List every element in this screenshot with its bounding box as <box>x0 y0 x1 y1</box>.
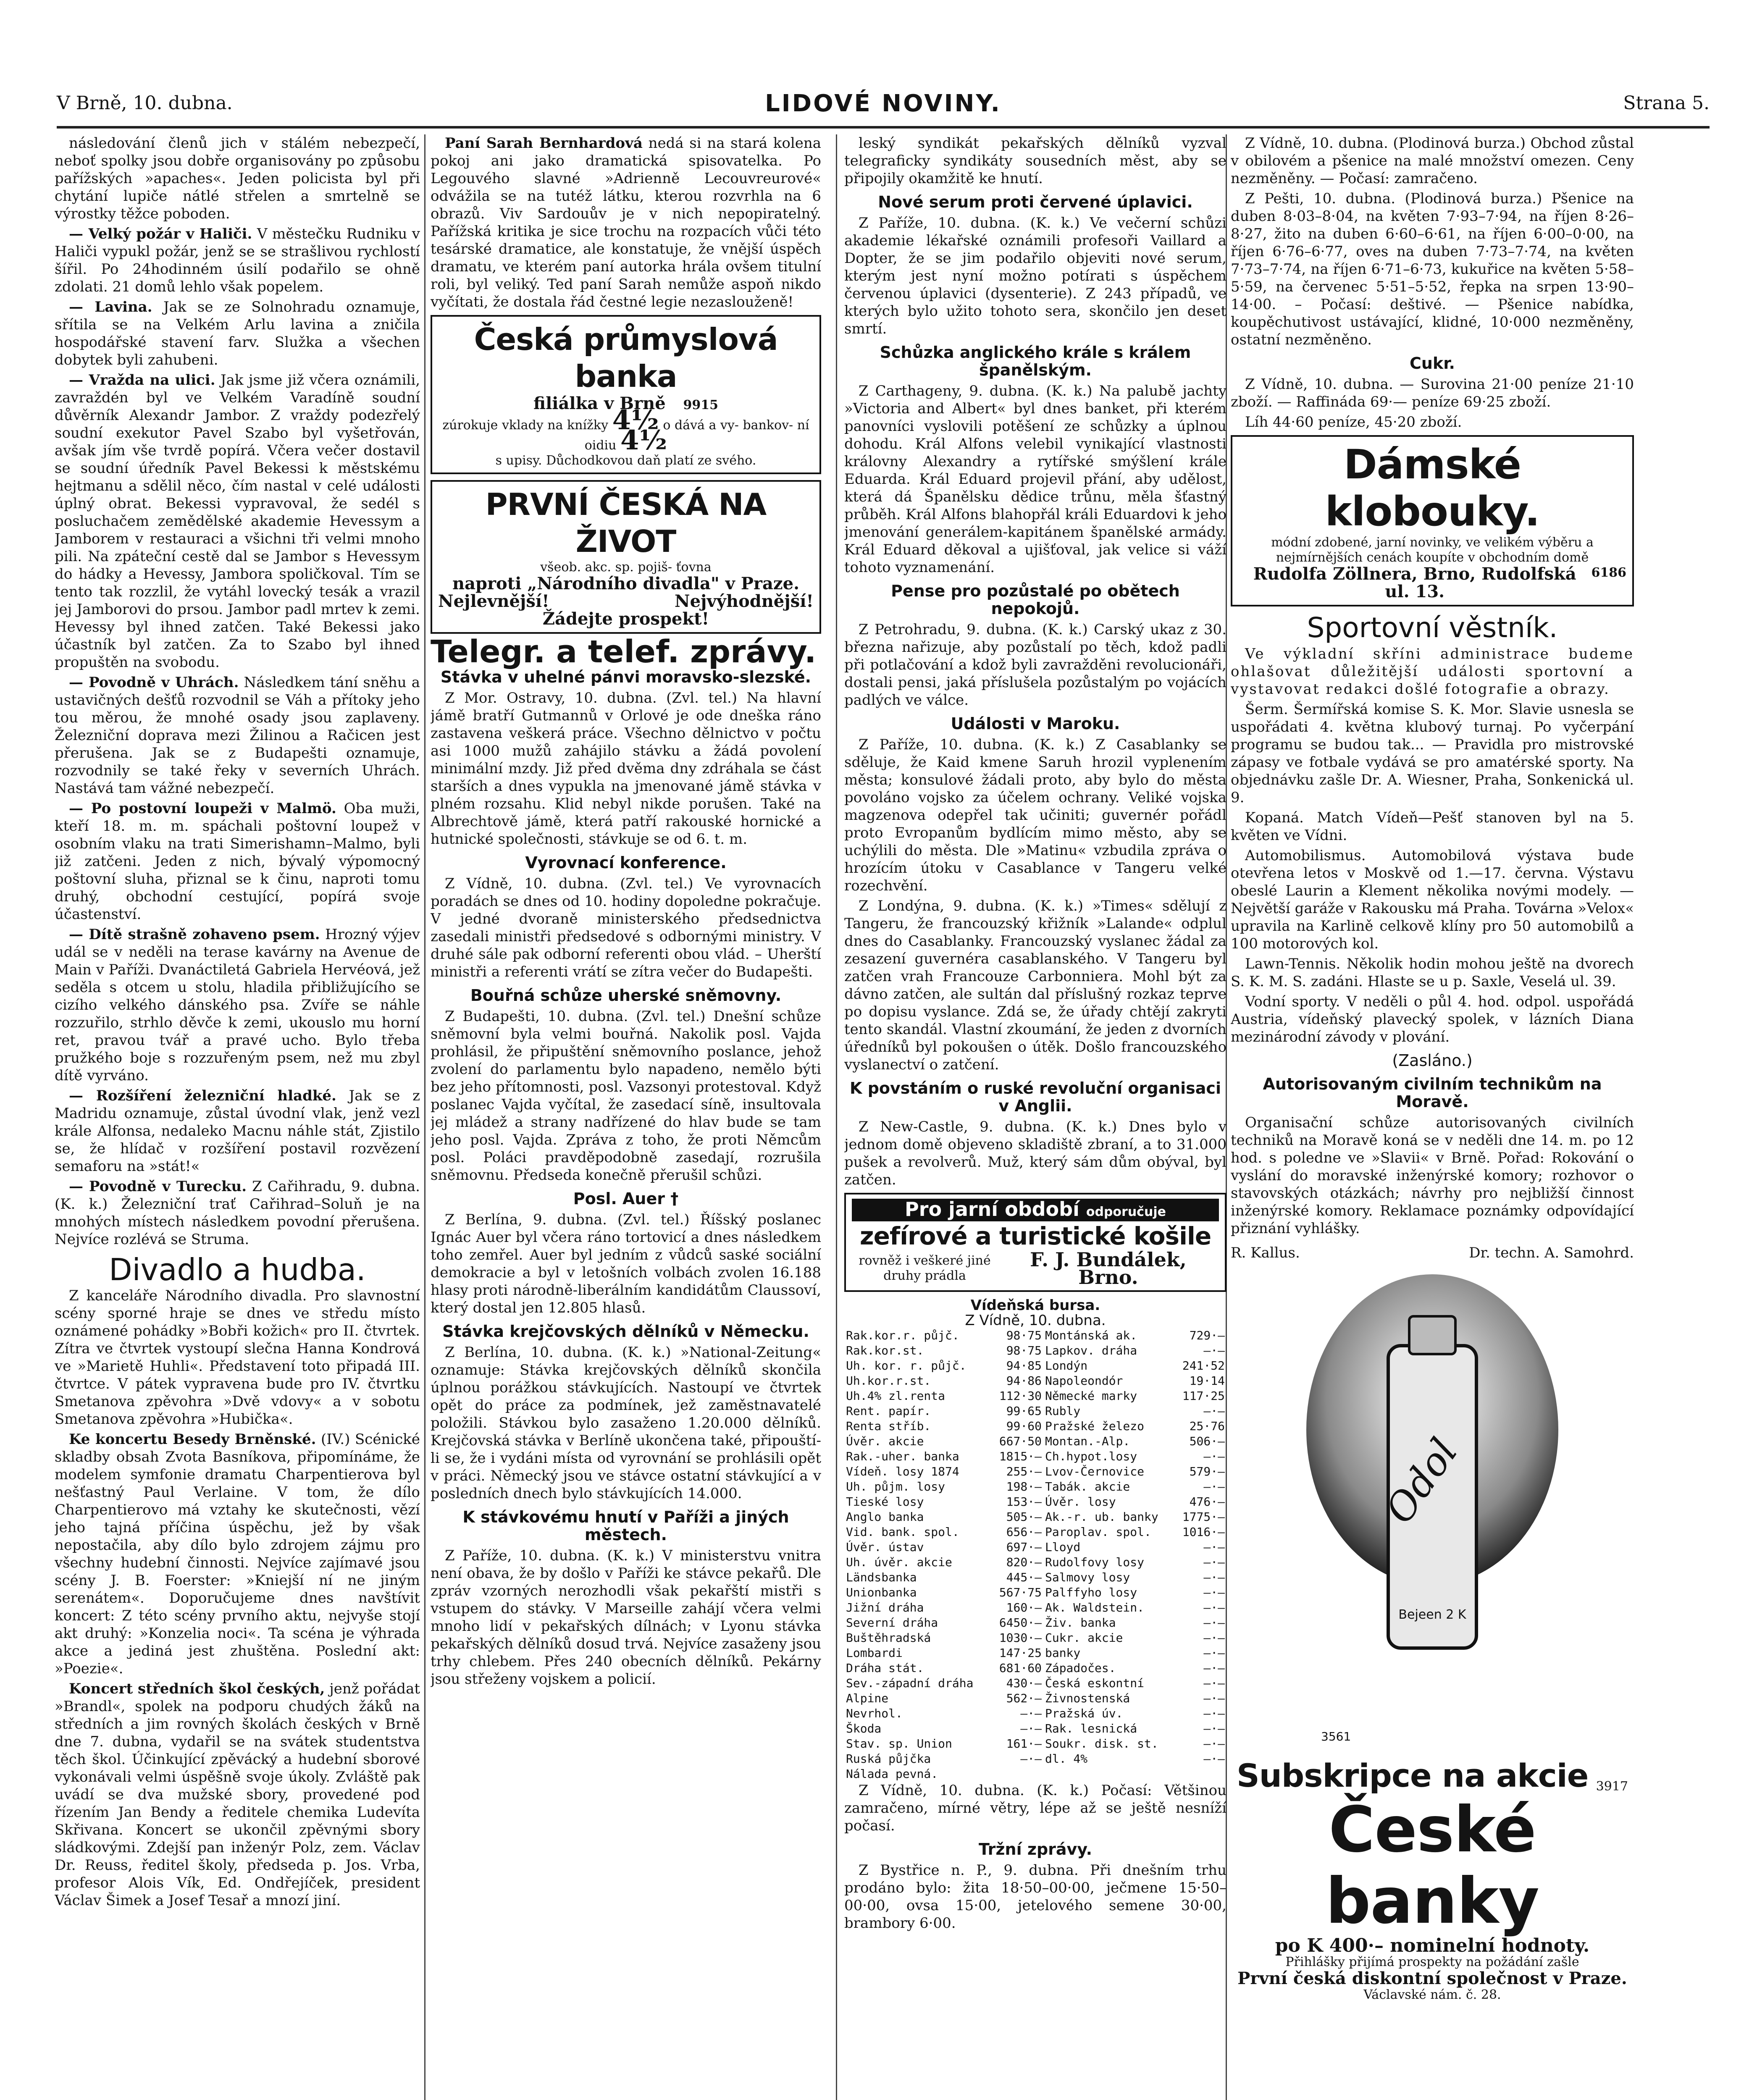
table-cell: 667·50 <box>999 1434 1042 1448</box>
subscr-number: 3917 <box>1596 1779 1628 1794</box>
table-cell: 198·— <box>1006 1480 1042 1494</box>
bank-ad-rate-text: zúrokuje vklady na knížky <box>442 418 609 433</box>
table-cell: 562·— <box>1006 1691 1042 1705</box>
table-cell: 729·— <box>1189 1328 1225 1342</box>
news-title: — Velký požár v Haliči. <box>69 226 252 242</box>
news-text: nedá si na stará kolena pokoj ani jako dramatická spisovatelka. Po Legouvého slavné »Adrienně Lecouvreurové« odvážila se na tutéž látku, kterou rozvrhla na 6 obrazů. Viv Sardouův je v nich nepopiratelný. Pařížská kritika je sice trochu na rozpacích vůči této tesárské dramatice, ale konstatuje, že vnější úspěch dramatu, ve kterém paní autorka hrála ovšem titulní roli, byl veliký. Ted paní Sarah nemůže aspoň nikdo vyčítati, že dostala řád čestné legie nezaslouženě! <box>431 135 821 310</box>
table-cell: 1030·— <box>999 1631 1042 1645</box>
subscr-firm: První česká diskontní společnost v Praze. <box>1237 1969 1627 1988</box>
photo-number: 3561 <box>1321 1730 1351 1743</box>
news-item <box>55 298 420 369</box>
table-cell: Pražská úv. <box>1045 1706 1123 1720</box>
table-cell: Ak.-r. ub. banky <box>1045 1510 1158 1524</box>
table-row <box>844 1646 1226 1661</box>
table-row <box>844 1555 1226 1570</box>
article-text: Z Mor. Ostravy, 10. dubna. (Zvl. tel.) Na hlavní jámě bratří Gutmannů v Orlové je ode dneška ráno zastavena veškerá práce. Všechno dělnictvo v počtu asi 1000 mužů zahájilo stávku a žádá povolení minimální mzdy. Již před dvěma dny zdráhala se část starších a dnes vypukla na jmenované jámě stávka v plném rozsahu. Klid nebyl nikde porušen. Také na Albrechtově jámě, která patří rakouské hornické a hutnické společnosti, stávkuje se od 6. t. m. <box>431 690 821 848</box>
column-2 <box>431 134 821 2100</box>
article-text: Z Vídně, 10. dubna. — Surovina 21·00 peníze 21·10 zboží. — Raffináda 69·— peníze 69·25 zboží. <box>1231 376 1634 410</box>
news-item <box>431 134 821 311</box>
table-cell: 1775·— <box>1182 1510 1225 1524</box>
news-text: Z Cařihradu, 9. dubna. (K. k.) Železniční trať Cařihrad–Soluň je na mnohých místech následkem povodní přerušena. Nejvíce rozlévá se Struma. <box>55 1178 420 1248</box>
weather-text: Z Vídně, 10. dubna. (K. k.) Počasí: Většinou zamračeno, mírné větry, lépe až se ještě nesníží počasí. <box>844 1782 1226 1834</box>
table-cell: —·— <box>1203 1631 1225 1645</box>
table-cell: —·— <box>1020 1722 1042 1735</box>
table-cell: 430·— <box>1006 1676 1042 1690</box>
table-cell: —·— <box>1203 1752 1225 1766</box>
table-cell: Renta stříb. <box>846 1419 931 1433</box>
article-title: K povstáním o ruské revoluční organisaci v Anglii. <box>850 1079 1221 1115</box>
article-title: Stávka krejčovských dělníků v Německu. <box>442 1322 809 1341</box>
column-divider <box>424 134 425 2100</box>
table-cell: —·— <box>1020 1752 1042 1766</box>
table-row <box>844 1358 1226 1373</box>
insurance-ad-title: PRVNÍ ČESKÁ NA ŽIVOT <box>485 487 767 559</box>
article-title: Schůzka anglického krále s králem španělským. <box>880 343 1191 379</box>
table-cell: —·— <box>1203 1676 1225 1690</box>
odol-bottle-image <box>1304 1270 1560 1749</box>
table-cell: 161·— <box>1006 1737 1042 1751</box>
table-row <box>844 1691 1226 1706</box>
table-cell: Rak.-uher. banka <box>846 1449 959 1463</box>
table-cell: 255·— <box>1006 1465 1042 1478</box>
news-item <box>55 674 420 797</box>
table-cell: Montan.-Alp. <box>1045 1434 1130 1448</box>
table-cell: 445·— <box>1006 1570 1042 1584</box>
table-row <box>844 1373 1226 1389</box>
table-cell: 147·25 <box>999 1646 1042 1660</box>
news-item <box>55 1178 420 1248</box>
vienna-bourse <box>844 1298 1226 1782</box>
table-cell: Uh.4% zl.renta <box>846 1389 945 1403</box>
table-cell: Uh. úvěr. akcie <box>846 1555 952 1569</box>
table-row <box>844 1464 1226 1479</box>
table-row <box>844 1389 1226 1404</box>
article-text: Ve výkladní skříni administrace budeme ohlašovat důležitější události sportovní a vystavovat redakci došlé fotografie a obrazy. <box>1231 646 1634 698</box>
table-cell: 25·76 <box>1189 1419 1225 1433</box>
table-cell: Česká eskontní <box>1045 1676 1144 1690</box>
table-row <box>844 1419 1226 1434</box>
table-cell: Vid. bank. spol. <box>846 1525 959 1539</box>
subscr-nominal: po K 400·– nominelní hodnoty. <box>1275 1935 1590 1956</box>
table-row <box>844 1540 1226 1555</box>
bottle-illustration <box>1304 1270 1560 1749</box>
table-cell: —·— <box>1020 1706 1042 1720</box>
news-title: — Rozšíření železniční hladké. <box>69 1087 336 1104</box>
news-title: — Lavina. <box>69 299 152 315</box>
table-cell: Ak. Waldstein. <box>1045 1601 1144 1614</box>
column-1 <box>55 134 420 2100</box>
table-cell: —·— <box>1203 1661 1225 1675</box>
masthead <box>57 92 1710 130</box>
table-cell <box>1043 1767 1175 1782</box>
table-cell: Úvěr. akcie <box>846 1434 924 1448</box>
article-text: Z Paříže, 10. dubna. (K. k.) Z Casablanky se sděluje, že Kaid kmene Saruh hrozil vyplenením města; konsulové žádali proto, aby bylo do města povoláno vojsko za účelem ochrany. Veliké vojska magzenova odepřel tak učiniti; guvernér pořádl proto Evropanům bydlícím mimo město, aby se uchýlili do města. Dle »Matinu« vzbudila zpráva o hrozícím útoku v Casablance v Tangeru velké rozechvění. <box>844 736 1226 894</box>
table-cell: —·— <box>1203 1555 1225 1569</box>
bourse-date: Z Vídně, 10. dubna. <box>965 1312 1106 1329</box>
bank-ad-rate: 4½ <box>620 425 667 456</box>
article-text: Šerm. Šermířská komise S. K. Mor. Slavie usnesla se uspořádati 4. května klubový turnaj. Po vyčerpání programu se budou tak... — Pravidla pro mistrovské zápasy ve fotbale vydává se pro amatérské sporty. Na objednávku zašle Dr. A. Wiesner, Praha, Sonkenická ul. 9. <box>1231 701 1634 806</box>
bottle-label: Odol <box>1376 1430 1466 1532</box>
news-item <box>55 1431 420 1677</box>
bank-ad-footnote: s upisy. Důchodkovou daň platí ze svého. <box>495 453 756 468</box>
bottle-price: Bejeen 2 K <box>1398 1607 1466 1622</box>
news-item <box>55 225 420 296</box>
table-cell: 681·60 <box>999 1661 1042 1675</box>
table-cell: 98·75 <box>1006 1344 1042 1357</box>
table-cell: Cukr. akcie <box>1045 1631 1123 1645</box>
insurance-ad-subtitle: všeob. akc. sp. pojiš- ťovna <box>540 560 712 575</box>
table-cell: Rak.kor.st. <box>846 1344 924 1357</box>
bourse-table <box>844 1328 1226 1782</box>
article-title: Cukr. <box>1410 354 1455 373</box>
table-row <box>844 1570 1226 1585</box>
news-title: Ke koncertu Besedy Brněnské. <box>69 1431 316 1448</box>
table-cell: 476·— <box>1189 1495 1225 1509</box>
zaslano-label: (Zasláno.) <box>1392 1051 1473 1070</box>
article-title: Události v Maroku. <box>951 714 1120 733</box>
article-text: Z Carthageny, 9. dubna. (K. k.) Na palubě jachty »Victoria and Albert« byl dnes banket, při kterém panovníci vyslovili potěšení ze schůzky a úplnou dohodu. Král Alfons velebil vynikající vlastnosti královny Alexandry a rytířské smýšlení krále Eduarda. Král Eduard projevil přání, aby udělost, která dá Španělsku dědice trůnu, měla šťastný průběh. Král Alfons blahopřál králi Eduardovi k jeho jmenování generálem-kapitánem španělské armády. Král Eduard děkoval a ujišťoval, jak velice si váží tohoto vyznamenání. <box>844 383 1226 576</box>
table-cell: Pražské železo <box>1045 1419 1144 1433</box>
hats-ad-text: módní zdobené, jarní novinky, ve velikém výběru a nejmírnějších cenách koupíte v obchodním domě <box>1271 535 1594 565</box>
news-title: Paní Sarah Bernhardová <box>445 135 643 152</box>
news-text: jenž pořádat »Brandl«, spolek na podporu chudých žáků na středních a jim rovných školách českých v Brně dne 7. dubna, vydařil se na svátek studentstva těch škol. Účinkující zpěvácký a hudební sborové vykonávali velmi úspěšně svoje úkoly. Zvláště pak uvádí se dva mužské sbory, provedené pod řízením Jan Bendy a ředitele chemika Ludevíta Skřivana. Koncert se ukončil zpěvnými sbory sládkovými. Zdejší pan inženýr Polz, zem. Václav Dr. Reuss, ředitel školy, předseda p. Jos. Vrba, profesor Alois Vík, Ed. Ondřejíček, president Václav Šimek a Josef Tesař a mnozí jiní. <box>55 1680 420 1909</box>
table-cell: 567·75 <box>999 1586 1042 1599</box>
table-cell: Škoda <box>846 1722 882 1735</box>
table-cell: Lombardi <box>846 1646 903 1660</box>
news-title: — Povodně v Turecku. <box>69 1178 247 1195</box>
table-cell: —·— <box>1203 1586 1225 1599</box>
table-cell: Německé marky <box>1045 1389 1137 1403</box>
subscription-advert <box>1231 1753 1634 2007</box>
article-text: Z Vídně, 10. dubna. (Zvl. tel.) Ve vyrovnacích poradách se dnes od 10. hodiny dopoledne pokračuje. V jedné dvoraně ministerského předsednictva zasedali ministři předsedové s odbornými ministry. V druhé sále pak odborní referenti obou vlád. – Uherští ministři a referenti vrátí se zítra večer do Budapešti. <box>431 875 821 980</box>
table-cell: Rent. papír. <box>846 1404 931 1418</box>
shirts-ad-firm: F. J. Bundálek, Brno. <box>1030 1248 1187 1289</box>
table-cell: Živnostenská <box>1045 1691 1130 1705</box>
article-text: Z Londýna, 9. dubna. (K. k.) »Times« sdělují z Tangeru, že francouzský křižník »Lalande« odplul dnes do Casablanky. Francouzský vyslanec žádal za zesazení guvernéra casablanského. V Tangeru byl zatčen vrah Francouze Carbonniera. Mohl být za dávno zatčen, ale sultán dal příslušný rozkaz teprve po dopisu vyslance. Zdá se, že úřady chtějí zakryti tento skandál. Vlastní zkoumání, že jeden z dvorních úředníků byl pokoušen o útěk. Došlo francouzského vyslanectví o zatčení. <box>844 898 1226 1073</box>
table-cell: 820·— <box>1006 1555 1042 1569</box>
table-cell: Lloyd <box>1045 1540 1081 1554</box>
subscr-title: Subskripce na akcie <box>1237 1757 1589 1794</box>
table-cell: 99·60 <box>1006 1419 1042 1433</box>
table-row <box>844 1721 1226 1736</box>
table-cell <box>992 1767 1043 1782</box>
article-title: Posl. Auer † <box>573 1189 679 1208</box>
table-cell: Uh. kor. r. půjč. <box>846 1359 966 1373</box>
table-cell: 6450·— <box>999 1616 1042 1630</box>
table-cell: Ruská půjčka <box>846 1752 931 1766</box>
table-cell: —·— <box>1203 1449 1225 1463</box>
table-row <box>844 1615 1226 1630</box>
bank-ad-title: Česká průmyslová banka <box>474 322 778 394</box>
subscr-address: Václavské nám. č. 28. <box>1363 1987 1501 2002</box>
subscr-text: Přihlášky přijímá prospekty na požádání zašle <box>1285 1955 1579 1969</box>
news-text: Jak se ze Solnohradu oznamuje, sřítila se na Velkém Arlu lavina a zničila hospodářské stavení farv. Služka a všechen dobytek byli zahubeni. <box>55 299 420 368</box>
section-heading-sport: Sportovní věstník. <box>1307 612 1558 644</box>
shirts-advert <box>844 1193 1226 1292</box>
place-date: V Brně, 10. dubna. <box>57 92 233 114</box>
news-item <box>55 1680 420 1909</box>
news-text: Následkem tání sněhu a ustavičných dešťů rozvodnil se Váh a přítoky jeho tou měrou, že mnohé osady jsou zaplaveny. Železniční doprava mezi Žilinou a Račicen jest přerušena. Jak se z Budapešti oznamuje, rozvodnily se také řeky v severních Uhrách. Nastává tam vážné nebezpečí. <box>55 674 420 797</box>
table-row <box>844 1328 1226 1343</box>
table-cell: Paroplav. spol. <box>1045 1525 1151 1539</box>
bourse-title: Vídeňská bursa. <box>970 1297 1100 1314</box>
masthead-rule <box>57 126 1710 129</box>
shirts-ad-note: rovněž i veškeré jiné druhy prádla <box>859 1253 991 1283</box>
article-title: K stávkovému hnutí v Paříži a jiných městech. <box>462 1508 789 1544</box>
article-text: Organisační schůze autorisovaných civilních techniků na Moravě koná se v neděli dne 14. m. po 12 hod. s poledne ve »Slavii« v Brně. Pořad: Rokování o vyslání do moravské inženýrské komory; rozhovor o stavovských otázkách; návrhy pro nejbližší činnost inženýrské komory. Reklamace poznámky odpovídající přiznání vyhlášky. <box>1231 1114 1634 1237</box>
news-text: Jak jsme již včera oznámili, zavraždén byl ve Velkém Varadíně soudní důvěrník Alexandr Jambor. Z vraždy podezřelý soudní exekutor Pavel Szabo byl vyšetřován, avšak jím vše tvrdě popírá. Včera večer dostavil se soudní úředník Pavel Bekessi k městskému hejtmanu a sdělil něco, čím nastal v celé události úplný obrat. Bekessi vypravoval, že sedél s posluchačem zemědělské akademie Hevessym a Jamborem v restauraci a všichni tři velmi mnoho pili. Na zpáteční cestě dal se Jambor s Hevessym do hádky a Hevessy, Jambora spoličkoval. Tím se tento tak rozzlil, že vytáhl lovecký tesák a vrazil jej Jamborovi do prsou. Jambor padl mrtev k zemi. Hevessy byl ihned zatčen. Také Bekessi jako účastník byl zatčen. Za to Szabo byl ihned propuštěn na svobodu. <box>55 372 420 671</box>
table-cell: Tabák. akcie <box>1045 1480 1130 1494</box>
insurance-ad-cta: Žádejte prospekt! <box>542 609 709 629</box>
article-text: Z Paříže, 10. dubna. (K. k.) V ministerstvu vnitra není obava, že by došlo v Paříži ke stávce pekařů. Dle zpráv vzorných nerozhodli však pekařští mistři s vstupem do stávky. V Marseille zahájí včera velmi mnoho lidí v pekařských dílnách; v Lyonu stávka pekařských dělníků dosud trvá. Nejvíce zasaženy jsou trhy chlebem. Přes 240 obecních dělníků. Pekárny jsou střeženy vojskem a policií. <box>431 1547 821 1688</box>
table-cell: Vídeň. losy 1874 <box>846 1465 959 1478</box>
paper-name: LIDOVÉ NOVINY. <box>765 90 1001 117</box>
table-row <box>844 1630 1226 1646</box>
table-cell: —·— <box>1203 1616 1225 1630</box>
table-row <box>844 1767 1226 1782</box>
table-cell: Rak. lesnická <box>1045 1722 1137 1735</box>
column-3 <box>844 134 1226 2100</box>
table-cell: 98·75 <box>1006 1328 1042 1342</box>
table-cell: —·— <box>1203 1706 1225 1720</box>
table-cell: 505·— <box>1006 1510 1042 1524</box>
hats-ad-number: 6186 <box>1591 565 1626 580</box>
bank-ad-rate-text: o dává a vy- bankov- ní oidiu <box>584 418 809 453</box>
table-cell: Tieské losy <box>846 1495 924 1509</box>
table-cell: —·— <box>1203 1570 1225 1584</box>
table-row <box>844 1585 1226 1600</box>
bank-ad-number: 9915 <box>683 398 718 412</box>
section-heading-theatre: Divadlo a hudba. <box>109 1252 366 1287</box>
bank-ad-rate: 4½ <box>612 404 659 436</box>
table-row <box>844 1509 1226 1525</box>
table-cell: Napoleondór <box>1045 1374 1123 1388</box>
page-number: Strana 5. <box>1623 92 1710 114</box>
signatures <box>1231 1244 1634 1262</box>
table-cell: Rudolfovy losy <box>1045 1555 1144 1569</box>
article-text: Automobilismus. Automobilová výstava bude otevřena letos v Moskvě od 1.—17. června. Výstavu obeslé Laurin a Klement několika novými modely. — Největší garáže v Rakousku má Praha. Továrna »Velox« upravila na Karlině celkově klíny pro 50 automobilů a 100 motorových kol. <box>1231 847 1634 952</box>
table-row <box>844 1706 1226 1721</box>
table-row <box>844 1449 1226 1464</box>
news-title: Koncert středních škol českých, <box>69 1680 325 1697</box>
table-cell: Západočes. <box>1045 1661 1116 1675</box>
table-cell: Palffyho losy <box>1045 1586 1137 1599</box>
news-title: — Vražda na ulici. <box>69 372 215 388</box>
article-text: Z New-Castle, 9. dubna. (K. k.) Dnes bylo v jednom domě objeveno skladiště zbraní, a to 31.000 pušek a revolverů. Muž, který sám dům obýval, byl zatčen. <box>844 1118 1226 1188</box>
table-cell: Lapkov. dráha <box>1045 1344 1137 1357</box>
article-text: Vodní sporty. V neděli o půl 4. hod. odpol. uspořádá Austria, vídeňský plavecký spolek, v lázních Diana mezinárodní závody v plování. <box>1231 993 1634 1045</box>
article-title: Autorisovaným civilním technikům na Moravě. <box>1263 1075 1602 1111</box>
table-cell: 241·52 <box>1182 1359 1225 1373</box>
table-cell: —·— <box>1203 1722 1225 1735</box>
table-cell: Soukr. disk. st. <box>1045 1737 1158 1751</box>
table-cell: —·— <box>1203 1601 1225 1614</box>
article-text: Z Petrohradu, 9. dubna. (K. k.) Carský ukaz z 30. března nařizuje, aby pozůstalí po těch, kdož padli při potlačování a kdož byli zavražděni revolucionáři, dostali pensi, jaká příslušela pozůstalým po vojácích padlých ve válce. <box>844 621 1226 709</box>
table-row <box>844 1343 1226 1358</box>
table-cell: Salmovy losy <box>1045 1570 1130 1584</box>
table-cell: Nálada pevná. <box>846 1767 938 1781</box>
table-cell: Uh. půjm. losy <box>846 1480 945 1494</box>
table-row <box>844 1736 1226 1751</box>
table-row <box>844 1751 1226 1767</box>
table-cell: 99·65 <box>1006 1404 1042 1418</box>
table-cell: Úvěr. losy <box>1045 1495 1116 1509</box>
table-cell: 579·— <box>1189 1465 1225 1478</box>
table-cell: Nevrhol. <box>846 1706 903 1720</box>
article-text: Z Paříže, 10. dubna. (K. k.) Ve večerní schůzi akademie lékařské oznámili profesoři Vaillard a Dopter, že se jim podařilo objeviti nové serum, kterým jest nyní možno potírati s úspěchem červenou úplavici (dysenterie). Z 243 případů, ve kterých bylo užito tohoto sera, skončilo jen deset smrtí. <box>844 215 1226 337</box>
signature: Dr. techn. A. Samohrd. <box>1469 1244 1634 1261</box>
table-cell: 19·14 <box>1189 1374 1225 1388</box>
news-title: — Povodně v Uhrách. <box>69 674 239 691</box>
news-text: V městečku Rudniku v Haliči vypukl požár, jenž se se strašlivou rychlostí šířil. Po 24hodinném úsilí podařilo se ohně zdolati. 21 domů lehlo však popelem. <box>55 226 420 295</box>
table-cell: Úvěr. ústav <box>846 1540 924 1554</box>
table-row <box>844 1676 1226 1691</box>
table-cell: Uh.kor.r.st. <box>846 1374 931 1388</box>
table-row <box>844 1494 1226 1509</box>
article-text: Líh 44·60 peníze, 45·20 zboží. <box>1245 414 1462 430</box>
table-cell: 656·— <box>1006 1525 1042 1539</box>
table-cell <box>1175 1767 1226 1782</box>
article-text: následování členů jich v stálém nebezpečí, neboť spolky jsou dobře organisovány po způsobu pařížských »apaches«. Jeden policista byl při chytání lupiče nátlé střelen a smrtelně se výrostky těžce poboden. <box>55 135 420 222</box>
article-text: Z Berlína, 9. dubna. (Zvl. tel.) Říšský poslanec Ignác Auer byl včera ráno tortovicí a dnes následkem toho zemřel. Auer byl jedním z vůdců saské sociální demokracie a byl v letošních volbách zvolen 16.188 hlasy proti národně-liberálním kandidátům Claussoví, který dostal jen 12.805 hlasů. <box>431 1211 821 1316</box>
hats-ad-title: Dámské klobouky. <box>1325 441 1540 535</box>
news-item <box>55 926 420 1084</box>
column-divider <box>836 134 837 2100</box>
subscr-bank: České banky <box>1326 1793 1539 1938</box>
article-text: Z Budapešti, 10. dubna. (Zvl. tel.) Dnešní schůze sněmovní byla velmi bouřná. Nakolik posl. Vajda prohlásil, že připuštění sněmovního poslance, jehož zvolení do parlamentu bylo napadeno, nemělo býti bez jeho přítomnosti, posl. Vazsonyi protestoval. Když poslanec Vajda vyčítal, že zasedací síně, insultovala jej mládež a strany nadřízené do hlav bude se tam jeho posl. Vajda. Zpráva z toho, že proti Němcům posl. Poláci pravděpodobně zasedají, rozrušila sněmovnu. Předseda konečně přerušil schůzi. <box>431 1008 821 1184</box>
table-cell: 112·30 <box>999 1389 1042 1403</box>
table-row <box>844 1434 1226 1449</box>
table-cell: Ländsbanka <box>846 1570 917 1584</box>
table-cell: Jižní dráha <box>846 1601 924 1614</box>
table-cell: banky <box>1045 1646 1081 1660</box>
article-title: Pense pro pozůstalé po obětech nepokojů. <box>891 582 1180 618</box>
table-cell: —·— <box>1203 1480 1225 1494</box>
table-cell: Rubly <box>1045 1404 1081 1418</box>
table-cell: Lvov-Černovice <box>1045 1465 1144 1478</box>
table-cell: Londýn <box>1045 1359 1088 1373</box>
table-cell: Dráha stát. <box>846 1661 924 1675</box>
table-row <box>844 1479 1226 1494</box>
hats-ad-firm: Rudolfa Zöllnera, Brno, Rudolfská ul. 13. <box>1253 564 1576 601</box>
table-cell: Anglo banka <box>846 1510 924 1524</box>
table-cell: —·— <box>1203 1540 1225 1554</box>
article-text: Z Bystřice n. P., 9. dubna. Při dnešním trhu prodáno bylo: žita 18·50–00·00, ječmene 15·50–00·00, ovsa 15·00, jetelového semene 30·00, brambory 6·00. <box>844 1862 1226 1932</box>
article-text: Kopaná. Match Vídeň—Pešť stanoven byl na 5. květen ve Vídni. <box>1231 809 1634 844</box>
table-row <box>844 1661 1226 1676</box>
table-cell: —·— <box>1203 1344 1225 1357</box>
table-cell: 94·86 <box>1006 1374 1042 1388</box>
article-text: Lawn-Tennis. Několik hodin mohou ještě na dvorech S. K. M. S. zadáni. Hlaste se u p. Saxle, Veselá ul. 39. <box>1231 956 1634 990</box>
article-title: Stávka v uhelné pánvi moravsko-slezské. <box>440 668 812 686</box>
table-cell: Severní dráha <box>846 1616 938 1630</box>
shirts-ad-title: zefírové a turistické košile <box>859 1222 1211 1250</box>
table-row <box>844 1525 1226 1540</box>
table-cell: —·— <box>1203 1691 1225 1705</box>
news-text: Oba muži, kteří 18. m. m. spáchali poštovní loupež v osobním vlaku na trati Simerishamn–Malmo, byli již zatčeni. Jeden z nich, bývalý výpomocný poštovní sluha, přiznal se k činu, naproti tomu druhý, obchodní cestující, popírá svoje účastenství. <box>55 800 420 923</box>
news-title: — Dítě strašně zohaveno psem. <box>69 926 320 943</box>
bank-advert <box>431 315 821 474</box>
column-4 <box>1231 134 1634 2100</box>
shirts-ad-recommend: odporučuje <box>1086 1205 1166 1219</box>
table-cell: dl. 4% <box>1045 1752 1088 1766</box>
bank-ad-sub: filiálka v Brně <box>533 394 666 413</box>
table-cell: Unionbanka <box>846 1586 917 1599</box>
article-text: Z Pešti, 10. dubna. (Plodinová burza.) Pšenice na duben 8·03–8·04, na květen 7·93–7·94, na říjen 8·26–8·27, žito na duben 6·60–6·61, na říjen 6·00–0·00, na říjen 6·76–6·77, oves na duben 7·73–7·74, na květen 7·73–7·74, na říjen 6·71–6·73, kukuřice na květen 5·58–5·59, na červenec 5·51–5·52, řepka na srpen 13·90–14·00. – Počasí: deštivé. — Pšenice nabídka, koupěchutivost ustávající, klidné, 10·000 nezměněny, ostatní nezměněno. <box>1231 190 1634 348</box>
table-cell: Stav. sp. Union <box>846 1737 952 1751</box>
insurance-ad-right: Nejvýhodnější! <box>675 591 814 611</box>
hats-advert <box>1231 435 1634 606</box>
article-text: Z Vídně, 10. dubna. (Plodinová burza.) Obchod zůstal v obilovém a pšenice na malé množství omezen. Ceny nezměněny. — Počasí: zamračeno. <box>1231 135 1634 187</box>
article-title: Vyrovnací konference. <box>525 853 727 872</box>
table-cell: 1815·— <box>999 1449 1042 1463</box>
table-cell: 160·— <box>1006 1601 1042 1614</box>
article-title: Nové serum proti červené úplavici. <box>878 193 1193 211</box>
article-title: Bouřná schůze uherské sněmovny. <box>470 986 782 1005</box>
article-text: Z Berlína, 10. dubna. (K. k.) »National-Zeitung« oznamuje: Stávka krejčovských dělníků skončila úplnou porážkou stávkujících. Nastoupí ve čtvrtek opět do práce za podmínek, jež zaměstnavatelé položili. Stávkou bylo zasaženo 1.20.000 dělníků. Krejčovská stávka v Berlíně ukončena také, připouští-li se, že i vydáni místa od vyrovnání se prohlásili opět v práci. Německý jsou ve stávce ostatní stávkující a v posledních dnech bylo stávkujících 14.000. <box>431 1344 821 1502</box>
table-cell: —·— <box>1203 1646 1225 1660</box>
table-cell: 697·— <box>1006 1540 1042 1554</box>
article-text: leský syndikát pekařských dělníků vyzval telegraficky syndikáty sousedních měst, aby se připojily okamžitě ke hnutí. <box>844 135 1226 187</box>
table-cell: Buštěhradská <box>846 1631 931 1645</box>
insurance-ad-left: Nejlevnější! <box>438 591 549 611</box>
news-text: (IV.) Scénické skladby obsah Zvota Basníkova, připomínáme, že modelem symfonie dramatu Charpentierova byl nešťastný Paul Verlaine. V tom, že dílo Charpentierovo má vztahy ke skutečnosti, vězí jeho tajná příčina úspěchu, jež by však nepostačila, aby dílo bylo zdrojem zájmu pro všechny hudební činnosti. Nejvíce zajímavé jsou scény J. B. Foerster: »Kniejší ní ne jiným serenátem«. Doporučujeme dnes navštívit koncert: Z této scény prvního aktu, nejvyše stojí akt druhý: »Konzelia noci«. Ta scéna je výhrada akce a jediná jest zhuštěna. Poslední akt: »Poezie«. <box>55 1431 420 1677</box>
table-cell: —·— <box>1203 1737 1225 1751</box>
news-title: — Po postovní loupeži v Malmö. <box>69 800 336 817</box>
article-text: Z kanceláře Národního divadla. Pro slavnostní scény sporné hraje se dnes ve středu místo oznámené pohádky »Bobři kožich« pro II. čtvrtek. Zítra ve čtvrtek vystoupí slečna Hanna Kondrová ve »Marietě Huhli«. Představení toto připadá III. čtvrtce. V pátek vypravena bude pro IV. čtvrtku Smetanova zpěvohra »Dvě vdovy« a v sobotu Smetanova zpěvohra »Hubička«. <box>55 1287 420 1428</box>
table-cell: 1016·— <box>1182 1525 1225 1539</box>
table-cell: 153·— <box>1006 1495 1042 1509</box>
news-item <box>55 371 420 671</box>
news-item <box>55 800 420 923</box>
table-cell: Ch.hypot.losy <box>1045 1449 1137 1463</box>
insurance-advert <box>431 480 821 634</box>
table-cell: Sev.-západní dráha <box>846 1676 974 1690</box>
news-text: Jak se z Madridu oznamuje, zůstal úvodní vlak, jenž vezl krále Alfonsa, nedaleko Macnu náhle stát, Zjistilo se, že hlídač v rozšíření postavil rozvězení semaforu na »stát!« <box>55 1087 420 1175</box>
shirts-ad-headline: Pro jarní období <box>905 1198 1079 1221</box>
table-cell: —·— <box>1203 1404 1225 1418</box>
news-item <box>55 1087 420 1175</box>
table-row <box>844 1600 1226 1615</box>
section-heading-telegraph: Telegr. a telef. zprávy. <box>431 634 817 670</box>
article-title: Tržní zprávy. <box>978 1840 1093 1858</box>
table-cell: 94·85 <box>1006 1359 1042 1373</box>
table-row <box>844 1404 1226 1419</box>
table-cell: Živ. banka <box>1045 1616 1116 1630</box>
insurance-ad-address: naproti „Národního divadla" v Praze. <box>452 574 799 593</box>
news-text: Hrozný výjev udál se v neděli na terase kavárny na Avenue de Main v Paříži. Dvanáctiletá Gabriela Hervéová, jež seděla s otcem u stolu, hladila přibližujícího se cizího velkého dánského psa. Zvíře se náhle rozzuřilo, strhlo děvče k zemi, ukouslo mu horní ret, pravou tvář a pravé ucho. Bylo třeba pružkého boje s rozzuřeným psem, než mu zbyl dítě vyrváno. <box>55 926 420 1084</box>
table-cell: 117·25 <box>1182 1389 1225 1403</box>
table-cell: 506·— <box>1189 1434 1225 1448</box>
table-cell: Montánská ak. <box>1045 1328 1137 1342</box>
table-cell: Alpine <box>846 1691 889 1705</box>
table-cell: Rak.kor.r. půjč. <box>846 1328 959 1342</box>
signature: R. Kallus. <box>1231 1244 1300 1261</box>
